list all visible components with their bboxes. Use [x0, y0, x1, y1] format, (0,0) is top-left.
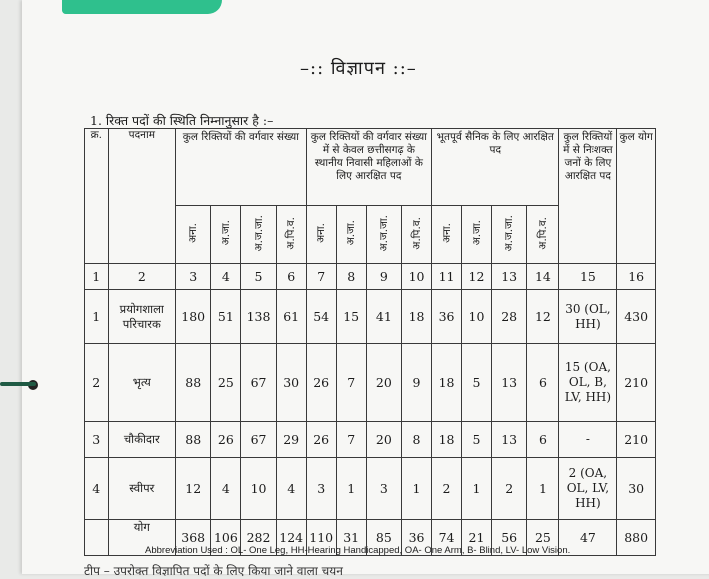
cell: 61 [276, 290, 306, 344]
cell: 12 [176, 458, 211, 520]
row-post: भृत्य [108, 344, 175, 422]
row-total: 30 [617, 458, 656, 520]
cell: 7 [336, 344, 366, 422]
group1-header: कुल रिक्तियों की वर्गवार संख्या [176, 129, 307, 206]
table-row [85, 422, 656, 458]
total-sr-empty [85, 520, 109, 556]
cell: 54 [306, 290, 336, 344]
cell: 4 [276, 458, 306, 520]
cell: 106 [211, 520, 241, 556]
sub-header-cell: अ.ज.जा. [492, 206, 527, 264]
page-heading: –:: विज्ञापन ::– [300, 58, 417, 79]
cell: 36 [432, 290, 462, 344]
col-number: 3 [176, 264, 211, 290]
cell: 28 [492, 290, 527, 344]
col-sr-header: क्र. [85, 129, 109, 264]
row-disabled: 15 (OA, OL, B, LV, HH) [559, 344, 617, 422]
cell: 8 [402, 422, 432, 458]
cell: 25 [527, 520, 559, 556]
cell: 74 [432, 520, 462, 556]
row-disabled: - [559, 422, 617, 458]
sub-header-cell: अ.पि.व. [276, 206, 306, 264]
sub-header-cell: अ.जा. [336, 206, 366, 264]
cell: 1 [462, 458, 492, 520]
cell: 9 [402, 344, 432, 422]
cell: 124 [276, 520, 306, 556]
cell: 138 [241, 290, 276, 344]
row-total: 430 [617, 290, 656, 344]
cell: 110 [306, 520, 336, 556]
grand-total: 880 [617, 520, 656, 556]
table-row [85, 290, 656, 344]
cell: 12 [527, 290, 559, 344]
cell: 180 [176, 290, 211, 344]
row-total: 210 [617, 344, 656, 422]
cell: 26 [211, 422, 241, 458]
col-number: 9 [366, 264, 401, 290]
col-number: 12 [462, 264, 492, 290]
row-post: चौकीदार [108, 422, 175, 458]
footnote-text: टीप – उपरोक्त विज्ञापित पदों के लिए किया जाने वाला चयन [84, 564, 343, 578]
sub-header-cell: अना. [432, 206, 462, 264]
row-post: स्वीपर [108, 458, 175, 520]
row-sr: 2 [85, 344, 109, 422]
cell: 25 [211, 344, 241, 422]
cell: 10 [241, 458, 276, 520]
cell: 29 [276, 422, 306, 458]
sub-header-cell: अ.जा. [211, 206, 241, 264]
cell: 15 [336, 290, 366, 344]
cell: 56 [492, 520, 527, 556]
intro-text: 1. रिक्त पदों की स्थिति निम्नानुसार है :– [90, 113, 274, 128]
col-number: 11 [432, 264, 462, 290]
cell: 2 [492, 458, 527, 520]
cell: 18 [432, 344, 462, 422]
col-number: 5 [241, 264, 276, 290]
cell: 5 [462, 422, 492, 458]
cell: 20 [366, 344, 401, 422]
sub-header-cell: अना. [176, 206, 211, 264]
cell: 26 [306, 344, 336, 422]
cell: 10 [462, 290, 492, 344]
vacancy-table [84, 128, 656, 556]
sub-header-cell: अना. [306, 206, 336, 264]
cell: 4 [211, 458, 241, 520]
cell: 20 [366, 422, 401, 458]
row-sr: 4 [85, 458, 109, 520]
col-number: 7 [306, 264, 336, 290]
tape-strip [62, 0, 222, 14]
col-post-header: पदनाम [108, 129, 175, 264]
row-total: 210 [617, 422, 656, 458]
col-number: 10 [402, 264, 432, 290]
col-number: 8 [336, 264, 366, 290]
col-number: 2 [108, 264, 175, 290]
cell: 26 [306, 422, 336, 458]
col-number: 13 [492, 264, 527, 290]
column-number-row [85, 264, 656, 290]
row-sr: 1 [85, 290, 109, 344]
cell: 30 [276, 344, 306, 422]
total-label: योग [108, 520, 175, 556]
group2-header: कुल रिक्तियों की वर्गवार संख्या में से केवल छत्तीसगढ़ के स्थानीय निवासी महिलाओं के लिए आरक्षित पद [306, 129, 431, 206]
sub-header-cell: अ.पि.व. [527, 206, 559, 264]
cell: 5 [462, 344, 492, 422]
row-post: प्रयोगशाला परिचारक [108, 290, 175, 344]
sub-header-cell: अ.पि.व. [402, 206, 432, 264]
cell: 21 [462, 520, 492, 556]
col-disabled-header: कुल रिक्तियों में से निःशक्त जनों के लिए आरक्षित पद [559, 129, 617, 264]
cell: 41 [366, 290, 401, 344]
cell: 36 [402, 520, 432, 556]
total-disabled: 47 [559, 520, 617, 556]
cell: 31 [336, 520, 366, 556]
sub-header-cell: अ.ज.जा. [366, 206, 401, 264]
cell: 6 [527, 344, 559, 422]
col-number: 16 [617, 264, 656, 290]
cell: 368 [176, 520, 211, 556]
row-sr: 3 [85, 422, 109, 458]
binding-thread [0, 382, 36, 386]
table-row [85, 344, 656, 422]
row-disabled: 30 (OL, HH) [559, 290, 617, 344]
cell: 85 [366, 520, 401, 556]
cell: 7 [336, 422, 366, 458]
sub-header-cell: अ.जा. [462, 206, 492, 264]
cell: 88 [176, 422, 211, 458]
cell: 18 [432, 422, 462, 458]
cell: 88 [176, 344, 211, 422]
cell: 6 [527, 422, 559, 458]
cell: 13 [492, 344, 527, 422]
table-row [85, 458, 656, 520]
row-disabled: 2 (OA, OL, LV, HH) [559, 458, 617, 520]
cell: 3 [366, 458, 401, 520]
cell: 1 [527, 458, 559, 520]
cell: 67 [241, 422, 276, 458]
cell: 18 [402, 290, 432, 344]
cell: 282 [241, 520, 276, 556]
cell: 13 [492, 422, 527, 458]
cell: 2 [432, 458, 462, 520]
cell: 1 [336, 458, 366, 520]
col-number: 4 [211, 264, 241, 290]
group3-header: भूतपूर्व सैनिक के लिए आरक्षित पद [432, 129, 559, 206]
cell: 1 [402, 458, 432, 520]
sub-header-cell: अ.ज.जा. [241, 206, 276, 264]
cell: 3 [306, 458, 336, 520]
abbreviation-note: Abbreviation Used : OL- One Leg, HH-Hearing Handicapped, OA- One Arm, B- Blind, LV- Low Vision. [145, 545, 571, 556]
cell: 67 [241, 344, 276, 422]
col-number: 15 [559, 264, 617, 290]
col-number: 1 [85, 264, 109, 290]
col-total-header: कुल योग [617, 129, 656, 264]
col-number: 14 [527, 264, 559, 290]
cell: 51 [211, 290, 241, 344]
header-row-groups [85, 129, 656, 206]
col-number: 6 [276, 264, 306, 290]
